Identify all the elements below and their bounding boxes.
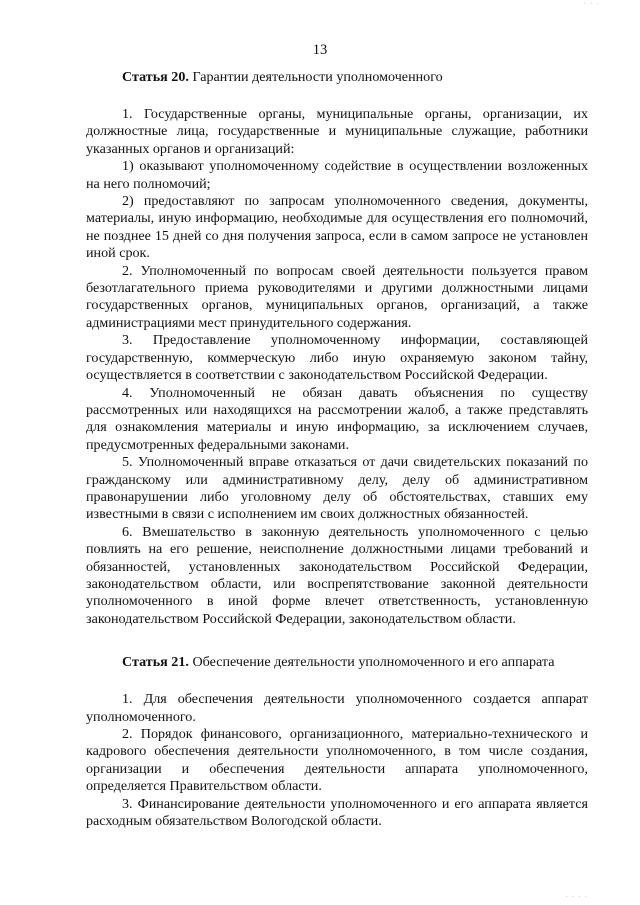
article-20-paragraph: 5. Уполномоченный вправе отказаться от дачи свидетельских показаний по гражданскому или административному делу, делу об административном правонарушении либо уголовному делу об обстоятельствах, ставших ему известными в связи с исполнением им своих должностных обязанностей.	[86, 454, 588, 523]
page-number: 13	[312, 42, 328, 58]
article-20-title: Гарантии деятельности уполномоченного	[188, 69, 443, 85]
article-21-paragraph: 3. Финансирование деятельности уполномоченного и его аппарата является расходным обязательством Вологодской области.	[86, 795, 588, 830]
article-20-paragraph: 2. Уполномоченный по вопросам своей деятельности пользуется правом безотлагательного приема руководителями и другими должностными лицами государственных органов, муниципальных органов, организаций, а также администрациями мест принудительного содержания.	[86, 262, 588, 331]
article-20-paragraph: 4. Уполномоченный не обязан давать объяснения по существу рассмотренных или находящихся на рассмотрении жалоб, а также представлять для ознакомления материалы и иную информацию, за исключением случаев, предусмотренных федеральными законами.	[86, 384, 588, 453]
article-20-paragraph: 1) оказывают уполномоченному содействие в осуществлении возложенных на него полномочий;	[86, 158, 588, 192]
article-21-heading	[86, 653, 588, 671]
scan-mark-top: · · ·	[583, 0, 600, 8]
article-20-number: Статья 20.	[122, 69, 189, 85]
article-20-paragraph: 6. Вмешательство в законную деятельность уполномоченного с целью повлиять на его решение, неисполнение должностными лицами требований и обязанностей, установленных законодательством Российской Федерации, законодательством области, или воспрепятствование законной деятельности уполномоченного в иной форме влечет ответственность, установленную законодательством Российской Федерации, законодательством области.	[86, 523, 588, 627]
article-20-heading	[86, 68, 588, 86]
document-body	[86, 68, 588, 830]
article-20-paragraph: 1. Государственные органы, муниципальные органы, организации, их должностные лица, государственные и муниципальные служащие, работники указанных органов и организаций:	[86, 106, 588, 157]
article-21-paragraph: 1. Для обеспечения деятельности уполномоченного создается аппарат уполномоченного.	[86, 691, 588, 725]
article-21-number: Статья 21.	[122, 654, 189, 671]
article-20-paragraph: 2) предоставляют по запросам уполномоченного сведения, документы, материалы, иную информацию, необходимые для осуществления его полномочий, не позднее 15 дней со дня получения запроса, если в самом запросе не установлен иной срок.	[86, 193, 588, 262]
scan-mark-bottom: · · · ·	[565, 893, 588, 901]
article-21-paragraph: 2. Порядок финансового, организационного, материально-технического и кадрового обеспечения деятельности уполномоченного, в том числе создания, организации и обеспечения деятельности аппарата уполномоченного, определяется Правительством области.	[86, 726, 588, 795]
article-20-paragraph: 3. Предоставление уполномоченному информации, составляющей государственную, коммерческую либо иную охраняемую законом тайну, осуществляется в соответствии с законодательством Российской Федерации.	[86, 332, 588, 384]
article-21-title: Обеспечение деятельности уполномоченного и его аппарата	[188, 654, 555, 671]
